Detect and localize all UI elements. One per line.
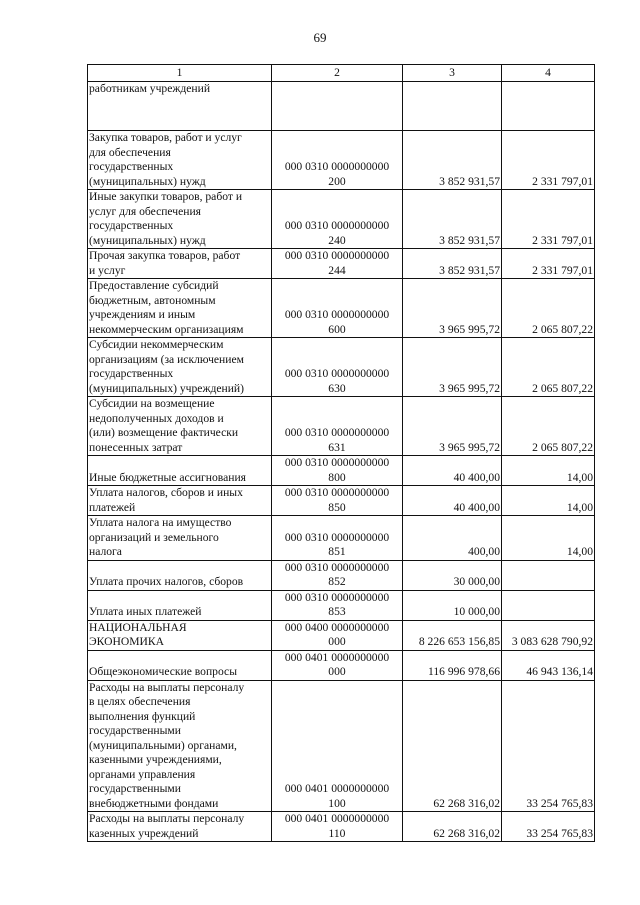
row-name-cell xyxy=(88,812,272,842)
row-code-cell xyxy=(272,516,403,561)
row-name-cell xyxy=(88,516,272,561)
row-value-4 xyxy=(502,590,595,620)
table-row xyxy=(88,131,595,190)
row-code: 000 0310 0000000000 800 xyxy=(284,456,390,484)
row-code-cell xyxy=(272,338,403,397)
row-value-4: 2 331 797,01 xyxy=(502,131,595,190)
table-row xyxy=(88,397,595,456)
row-value-4: 3 083 628 790,92 xyxy=(502,620,595,650)
row-code-cell xyxy=(272,397,403,456)
row-value-4: 33 254 765,83 xyxy=(502,812,595,842)
table-row xyxy=(88,279,595,338)
row-value-3: 62 268 316,02 xyxy=(403,812,502,842)
row-code: 000 0401 0000000000 100 xyxy=(284,782,390,810)
row-name: Предоставление субсидий бюджетным, автономным учреждениям и иным некоммерческим организациям xyxy=(89,279,244,336)
row-value-4: 14,00 xyxy=(502,486,595,516)
row-code-cell xyxy=(272,249,403,279)
row-name-cell xyxy=(88,680,272,812)
row-name-cell xyxy=(88,650,272,680)
row-code: 000 0310 0000000000 631 xyxy=(284,426,390,454)
row-name: Уплата прочих налогов, сборов xyxy=(89,575,244,588)
row-code: 000 0401 0000000000 000 xyxy=(284,650,390,678)
row-value-4: 2 065 807,22 xyxy=(502,279,595,338)
table-row xyxy=(88,456,595,486)
column-header-1: 1 xyxy=(88,65,272,82)
row-code: 000 0310 0000000000 850 xyxy=(284,486,390,514)
row-code: 000 0310 0000000000 630 xyxy=(284,367,390,395)
table-row xyxy=(88,249,595,279)
table-row xyxy=(88,82,595,131)
row-value-4: 2 331 797,01 xyxy=(502,190,595,249)
row-name: Уплата иных платежей xyxy=(89,605,202,618)
row-name-cell xyxy=(88,590,272,620)
row-name-cell xyxy=(88,397,272,456)
row-value-4: 2 331 797,01 xyxy=(502,249,595,279)
table-row xyxy=(88,486,595,516)
row-code-cell xyxy=(272,456,403,486)
row-code: 000 0400 0000000000 000 xyxy=(284,620,390,648)
table-row xyxy=(88,590,595,620)
column-header-3: 3 xyxy=(403,65,502,82)
table-row xyxy=(88,560,595,590)
row-code-cell xyxy=(272,560,403,590)
row-name: Субсидии некоммерческим организациям (за исключением государственных (муниципальных) учреждений) xyxy=(89,338,244,395)
row-value-4: 2 065 807,22 xyxy=(502,397,595,456)
table-row xyxy=(88,338,595,397)
row-value-3: 40 400,00 xyxy=(403,456,502,486)
row-code-cell xyxy=(272,812,403,842)
row-name-cell xyxy=(88,131,272,190)
row-name: Субсидии на возмещение недополученных доходов и (или) возмещение фактически понесенных затрат xyxy=(89,397,239,454)
row-name-cell xyxy=(88,338,272,397)
row-name: работникам учреждений xyxy=(89,82,211,95)
row-value-3: 3 965 995,72 xyxy=(403,338,502,397)
row-code: 000 0310 0000000000 851 xyxy=(284,530,390,558)
row-name: Общеэкономические вопросы xyxy=(89,665,237,678)
row-code: 000 0310 0000000000 240 xyxy=(284,219,390,247)
column-header-2: 2 xyxy=(272,65,403,82)
row-value-3: 400,00 xyxy=(403,516,502,561)
row-value-3: 30 000,00 xyxy=(403,560,502,590)
row-value-4 xyxy=(502,82,595,131)
row-value-3: 10 000,00 xyxy=(403,590,502,620)
table-row xyxy=(88,190,595,249)
row-name-cell xyxy=(88,82,272,131)
row-name-cell xyxy=(88,486,272,516)
row-name-cell xyxy=(88,456,272,486)
row-value-3: 8 226 653 156,85 xyxy=(403,620,502,650)
row-value-3: 116 996 978,66 xyxy=(403,650,502,680)
row-value-3: 3 852 931,57 xyxy=(403,190,502,249)
row-name-cell xyxy=(88,190,272,249)
row-name-cell xyxy=(88,279,272,338)
row-code: 000 0310 0000000000 244 xyxy=(284,249,390,277)
row-value-4: 33 254 765,83 xyxy=(502,680,595,812)
row-code-cell xyxy=(272,590,403,620)
row-code-cell xyxy=(272,486,403,516)
table-header-row xyxy=(88,65,595,82)
row-name: НАЦИОНАЛЬНАЯ ЭКОНОМИКА xyxy=(89,620,187,648)
row-code: 000 0310 0000000000 853 xyxy=(284,590,390,618)
table-row xyxy=(88,812,595,842)
row-value-3: 3 852 931,57 xyxy=(403,131,502,190)
row-value-3: 3 852 931,57 xyxy=(403,249,502,279)
row-value-3: 62 268 316,02 xyxy=(403,680,502,812)
row-code-cell xyxy=(272,620,403,650)
row-name: Уплата налога на имущество организаций и земельного налога xyxy=(89,516,232,558)
row-value-4: 14,00 xyxy=(502,516,595,561)
row-value-3: 3 965 995,72 xyxy=(403,279,502,338)
row-value-4: 46 943 136,14 xyxy=(502,650,595,680)
row-code-cell xyxy=(272,279,403,338)
table-row xyxy=(88,650,595,680)
budget-table xyxy=(87,64,595,842)
table-row xyxy=(88,516,595,561)
row-code-cell xyxy=(272,190,403,249)
row-name: Прочая закупка товаров, работ и услуг xyxy=(89,249,241,277)
row-value-4 xyxy=(502,560,595,590)
row-name: Расходы на выплаты персоналу в целях обеспечения выполнения функций государственными (муниципальными) органами, казенными учреждениями, органами управления государственными внебюджетными фондами xyxy=(89,680,245,810)
row-value-3: 40 400,00 xyxy=(403,486,502,516)
table-row xyxy=(88,680,595,812)
row-name: Иные бюджетные ассигнования xyxy=(89,470,246,484)
row-code: 000 0310 0000000000 200 xyxy=(284,160,390,188)
row-name: Расходы на выплаты персоналу казенных учреждений xyxy=(89,812,245,840)
row-code-cell xyxy=(272,131,403,190)
row-name-cell xyxy=(88,620,272,650)
table-row xyxy=(88,620,595,650)
row-name-cell xyxy=(88,249,272,279)
row-code-cell xyxy=(272,650,403,680)
row-value-3 xyxy=(403,82,502,131)
row-value-4: 14,00 xyxy=(502,456,595,486)
row-value-3: 3 965 995,72 xyxy=(403,397,502,456)
page-number: 69 xyxy=(313,30,327,45)
row-name: Закупка товаров, работ и услуг для обеспечения государственных (муниципальных) нужд xyxy=(89,131,242,188)
row-name-cell xyxy=(88,560,272,590)
row-code-cell xyxy=(272,680,403,812)
row-name: Иные закупки товаров, работ и услуг для обеспечения государственных (муниципальных) нужд xyxy=(89,190,243,247)
column-header-4: 4 xyxy=(502,65,595,82)
row-code: 000 0310 0000000000 600 xyxy=(284,308,390,336)
row-code-cell xyxy=(272,82,403,131)
row-name: Уплата налогов, сборов и иных платежей xyxy=(89,486,243,514)
row-value-4: 2 065 807,22 xyxy=(502,338,595,397)
row-code: 000 0401 0000000000 110 xyxy=(284,812,390,840)
row-code: 000 0310 0000000000 852 xyxy=(284,560,390,588)
